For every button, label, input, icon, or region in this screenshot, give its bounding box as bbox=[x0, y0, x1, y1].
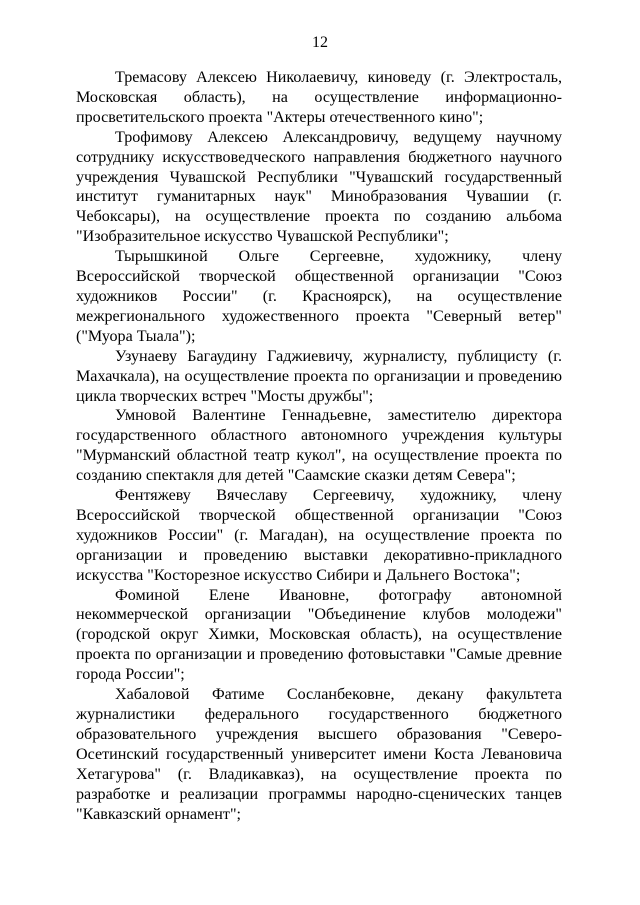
paragraph-umnova: Умновой Валентине Геннадьевне, заместителю директора государственного областного автономного учреждения культуры "Мурманский областной театр кукол", на осуществление проекта по созданию спектакля для детей "Саамские сказки детям Севера"; bbox=[76, 407, 562, 485]
paragraph-trofimov: Трофимову Алексею Александровичу, ведущему научному сотруднику искусствоведческого направления бюджетного научного учреждения Чувашской Республики "Чувашский государственный институт гуманитарных наук" Минобразования Чувашии (г. Чебоксары), на осуществление проекта по созданию альбома "Изобразительное искусство Чувашской Республики"; bbox=[76, 128, 562, 246]
paragraph-uzunaev: Узунаеву Багаудину Гаджиевичу, журналисту, публицисту (г. Махачкала), на осуществление проекта по организации и проведению цикла творческих встреч "Мосты дружбы"; bbox=[76, 347, 562, 405]
document-body bbox=[76, 68, 562, 824]
paragraph-khabalova: Хабаловой Фатиме Сосланбековне, декану факультета журналистики федерального государственного бюджетного образовательного учреждения высшего образования "Северо-Осетинский государственный университет имени Коста Левановича Хетагурова" (г. Владикавказ), на осуществление проекта по разработке и реализации программы народно-сценических танцев "Кавказский орнамент"; bbox=[76, 686, 562, 823]
page-number: 12 bbox=[312, 34, 328, 51]
paragraph-tyryshkina: Тырышкиной Ольге Сергеевне, художнику, члену Всероссийской творческой общественной организации "Союз художников России" (г. Красноярск), на осуществление межрегионального художественного проекта "Северный ветер" ("Муора Тыала"); bbox=[76, 248, 562, 345]
paragraph-fomina: Фоминой Елене Ивановне, фотографу автономной некоммерческой организации "Объединение клубов молодежи" (городской округ Химки, Московская область), на осуществление проекта по организации и проведению фотовыставки "Самые древние города России"; bbox=[76, 586, 562, 684]
paragraph-fentyazhev: Фентяжеву Вячеславу Сергеевичу, художнику, члену Всероссийской творческой общественной организации "Союз художников России" (г. Магадан), на осуществление проекта по организации и проведению выставки декоративно-прикладного искусства "Косторезное искусство Сибири и Дальнего Востока"; bbox=[76, 487, 562, 584]
paragraph-tremasov: Тремасову Алексею Николаевичу, киноведу (г. Электросталь, Московская область), на осуществление информационно-просветительского проекта "Актеры отечественного кино"; bbox=[76, 69, 562, 126]
